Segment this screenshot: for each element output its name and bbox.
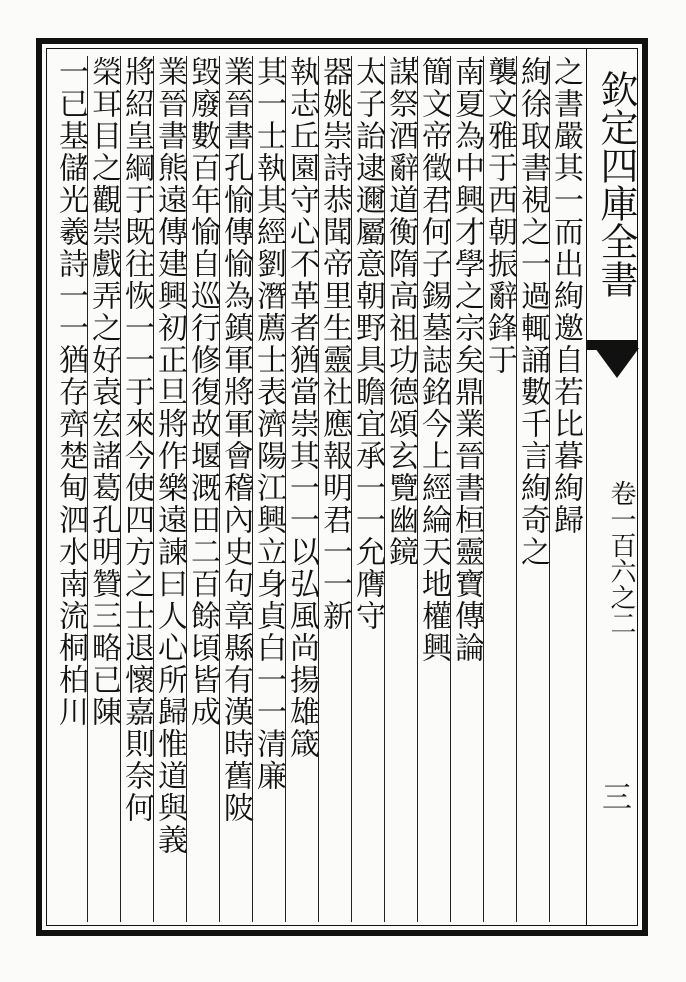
text-column — [252, 56, 285, 922]
text-column — [483, 56, 516, 922]
text-column — [417, 56, 450, 922]
text-column — [219, 56, 252, 922]
column-rule — [384, 56, 385, 922]
column-text: 毀廢數百年愉自巡行修復故堰溉田二百餘頃皆成 — [185, 56, 220, 728]
column-text: 絢徐取書視之一過輒誦數千言絢奇之 — [515, 56, 550, 568]
column-rule — [87, 56, 88, 922]
column-text: 太子詒逮邇屬意朝野具瞻宜承一一允膺守 — [350, 56, 385, 632]
text-column — [318, 56, 351, 922]
column-text: 業晉書孔愉傳愉為鎮軍將軍會稽內史句章縣有漢時舊陂 — [218, 56, 253, 824]
text-body — [54, 56, 582, 922]
text-column — [285, 56, 318, 922]
column-rule — [285, 56, 286, 922]
text-column — [120, 56, 153, 922]
volume-label: 卷一百六之二 — [606, 480, 636, 636]
text-column — [450, 56, 483, 922]
text-column — [186, 56, 219, 922]
column-text: 其一士執其經劉潛薦士表濟陽江興立身貞白一一清廉 — [251, 56, 286, 792]
text-column — [87, 56, 120, 922]
center-column — [586, 48, 638, 926]
column-text: 南夏為中興才學之宗矣鼎業晉書桓靈寶傳論 — [449, 56, 484, 664]
column-rule — [219, 56, 220, 922]
text-column — [54, 56, 87, 922]
text-column — [153, 56, 186, 922]
column-text: 執志丘園守心不革者猶當崇其一一以弘風尚揚雄箴 — [284, 56, 319, 760]
column-text: 將紹皇綱于既往恢一一于來今使四方之士退懷嘉則奈何 — [119, 56, 154, 824]
column-rule — [318, 56, 319, 922]
text-column — [549, 56, 582, 922]
column-rule — [483, 56, 484, 922]
column-text: 器姚崇詩恭聞帝里生靈社應報明君一一新 — [317, 56, 352, 632]
column-rule — [120, 56, 121, 922]
column-text: 一已基儲光羲詩一一猶存齊楚甸泗水南流桐柏川 — [53, 56, 88, 728]
column-rule — [417, 56, 418, 922]
page-number: 三 — [596, 781, 631, 811]
text-column — [516, 56, 549, 922]
column-text: 襲文雅于西朝振辭鋒于 — [482, 56, 517, 376]
text-column — [384, 56, 417, 922]
column-text: 榮耳目之觀崇戲弄之好袁宏諸葛孔明贊三略已陳 — [86, 56, 121, 728]
column-text: 簡文帝徵君何子錫墓誌銘今上經綸天地權興 — [416, 56, 451, 664]
column-rule — [549, 56, 550, 922]
column-rule — [186, 56, 187, 922]
column-text: 謀祭酒辭道衡隋高祖功德頌玄覽幽鏡 — [383, 56, 418, 568]
book-title: 欽定四庫全書 — [594, 70, 638, 298]
column-text: 之書嚴其一而出絢邀自若比暮絢歸 — [548, 56, 583, 536]
column-rule — [450, 56, 451, 922]
column-text: 業晉書熊遠傳建興初正旦將作樂遠諫曰人心所歸惟道與義 — [152, 56, 187, 856]
text-column — [351, 56, 384, 922]
fish-tail-mark — [595, 348, 639, 378]
column-rule — [516, 56, 517, 922]
column-rule — [351, 56, 352, 922]
column-rule — [252, 56, 253, 922]
column-rule — [153, 56, 154, 922]
